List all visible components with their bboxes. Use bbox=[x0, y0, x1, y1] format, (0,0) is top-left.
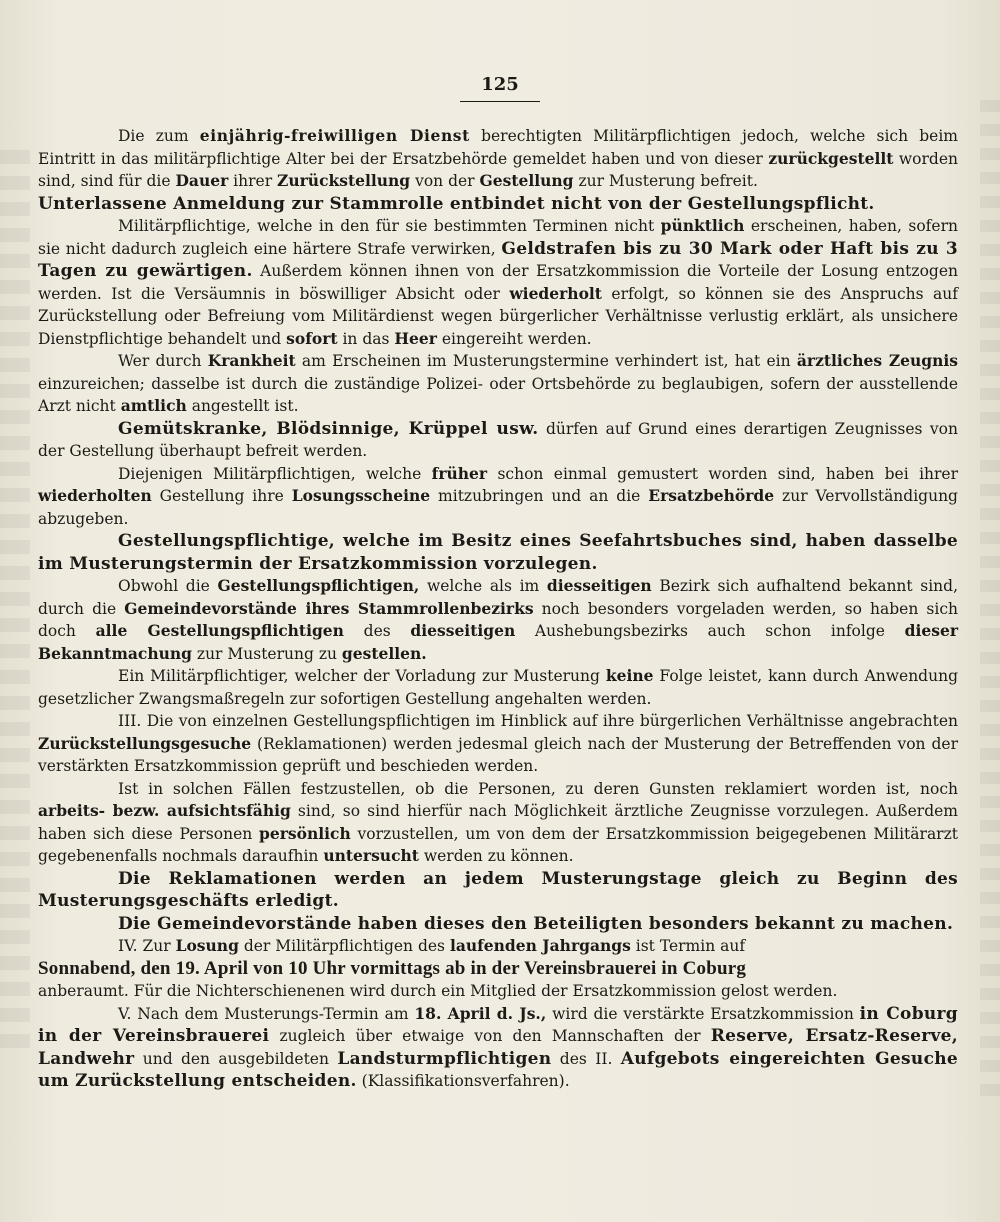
paragraph-losungsscheine: Diejenigen Militärpflichtigen, welche früher schon einmal gemustert worden sind, haben bei ihrer wiederholten Gestellung ihre Losungsscheine mitzubringen und an die Ersatzbehörde zur Vervollständigung abzugeben. bbox=[38, 463, 958, 528]
bleed-through-left bbox=[0, 150, 30, 1050]
paragraph-gestellungspflichtige: Obwohl die Gestellungspflichtigen, welche als im diesseitigen Bezirk sich aufhaltend bekannt sind, durch die Gemeindevorstände ihres Stammrollenbezirks noch besonders vorgeladen werden, so haben sich doch alle Gestellungspflichtigen des diesseitigen Aushebungsbezirks auch schon infolge dieser Bekanntmachung zur Musterung zu gestellen. bbox=[38, 576, 959, 663]
bleed-through-right bbox=[980, 100, 1000, 1100]
paragraph-seefahrtsbuch: Gestellungspflichtige, welche im Besitz eines Seefahrtsbuches sind, haben dasselbe im Musterungstermin der Ersatzkommission vorzulegen. bbox=[38, 531, 958, 574]
paragraph-gemeindevorstaende: Die Gemeindevorstände haben dieses den Beteiligten besonders bekannt zu machen. bbox=[118, 913, 954, 934]
page-number: 125 bbox=[481, 74, 519, 95]
paragraph-krankheit: Wer durch Krankheit am Erscheinen im Musterungstermine verhindert ist, hat ein ärztliches Zeugnis einzureichen; dasselbe ist durch die zuständige Polizei- oder Ortsbehörde zu beglaubigen, sofern der ausstellende Arzt nicht amtlich angestellt ist. bbox=[38, 351, 958, 415]
paragraph-arbeitsfaehig: Ist in solchen Fällen festzustellen, ob die Personen, zu deren Gunsten reklamiert worden ist, noch arbeits- bezw. aufsichtsfähig sind, so sind hierfür nach Möglichkeit ärztliche Zeugnisse vorzulegen. Außerdem haben sich diese Personen persönlich vorzustellen, um von dem der Ersatzkommission beigegebenen Militärarzt gegebenenfalls nochmals daraufhin untersucht werden zu können. bbox=[38, 779, 958, 865]
page-number-rule bbox=[460, 101, 540, 102]
paragraph-section-iii: III. Die von einzelnen Gestellungspflichtigen im Hinblick auf ihre bürgerlichen Verhältnisse angebrachten Zurückstellungsgesuche (Reklamationen) werden jedesmal gleich nach der Musterung der Betreffenden von der verstärkten Ersatzkommission geprüft und beschieden werden. bbox=[38, 712, 958, 775]
paragraph-anberaumt: anberaumt. Für die Nichterschienenen wird durch ein Mitglied der Ersatzkommission gelost werden. bbox=[38, 982, 838, 1000]
paragraph-vorladung: Ein Militärpflichtiger, welcher der Vorladung zur Musterung keine Folge leistet, kann durch Anwendung gesetzlicher Zwangsmaßregeln zur sofortigen Gestellung angehalten werden. bbox=[38, 666, 958, 708]
losung-date-line: Sonnabend, den 19. April von 10 Uhr vormittags ab in der Vereinsbrauerei in Coburg bbox=[38, 957, 747, 979]
body-text bbox=[38, 125, 958, 1093]
paragraph-reklamationen: Die Reklamationen werden an jedem Musterungstage gleich zu Beginn des Musterungsgeschäfts erledigt. bbox=[38, 868, 958, 911]
paragraph-stammrolle: Unterlassene Anmeldung zur Stammrolle entbindet nicht von der Gestellungspflicht. bbox=[38, 193, 875, 214]
paragraph-gemuetskranke: Gemütskranke, Blödsinnige, Krüppel usw. dürfen auf Grund eines derartigen Zeugnisses von der Gestellung überhaupt befreit werden. bbox=[38, 418, 958, 460]
paragraph-einjaehrig: Die zum einjährig-freiwilligen Dienst berechtigten Militärpflichtigen jedoch, welche sich beim Eintritt in das militärpflichtige Alter bei der Ersatzbehörde gemeldet haben und von dieser zurückgestellt worden sind, sind für die Dauer ihrer Zurückstellung von der Gestellung zur Musterung befreit. bbox=[38, 126, 959, 190]
paragraph-puenktlich: Militärpflichtige, welche in den für sie bestimmten Terminen nicht pünktlich erscheinen, haben, sofern sie nicht dadurch zugleich eine härtere Strafe verwirken, Geldstrafen bis zu 30 Mark oder Haft bis zu 3 Tagen zu gewärtigen. Außerdem können ihnen von der Ersatzkommission die Vorteile der Losung entzogen werden. Ist die Versäumnis in böswilliger Absicht oder wiederholt erfolgt, so können sie des Anspruchs auf Zurückstellung oder Befreiung vom Militärdienst wegen bürgerlicher Verhältnisse verlustig erklärt, als unsichere Dienstpflichtige behandelt und sofort in das Heer eingereiht werden. bbox=[38, 216, 958, 348]
paragraph-section-v: V. Nach dem Musterungs-Termin am 18. April d. Js., wird die verstärkte Ersatzkommission in Coburg in der Vereinsbrauerei zugleich über etwaige von den Mannschaften der Reserve, Ersatz-Reserve, Landwehr und den ausgebildeten Landsturmpflichtigen des II. Aufgebots eingereichten Gesuche um Zurückstellung entscheiden. (Klassifikationsverfahren). bbox=[38, 1003, 958, 1091]
paragraph-section-iv: IV. Zur Losung der Militärpflichtigen des laufenden Jahrgangs ist Termin auf bbox=[118, 936, 746, 955]
